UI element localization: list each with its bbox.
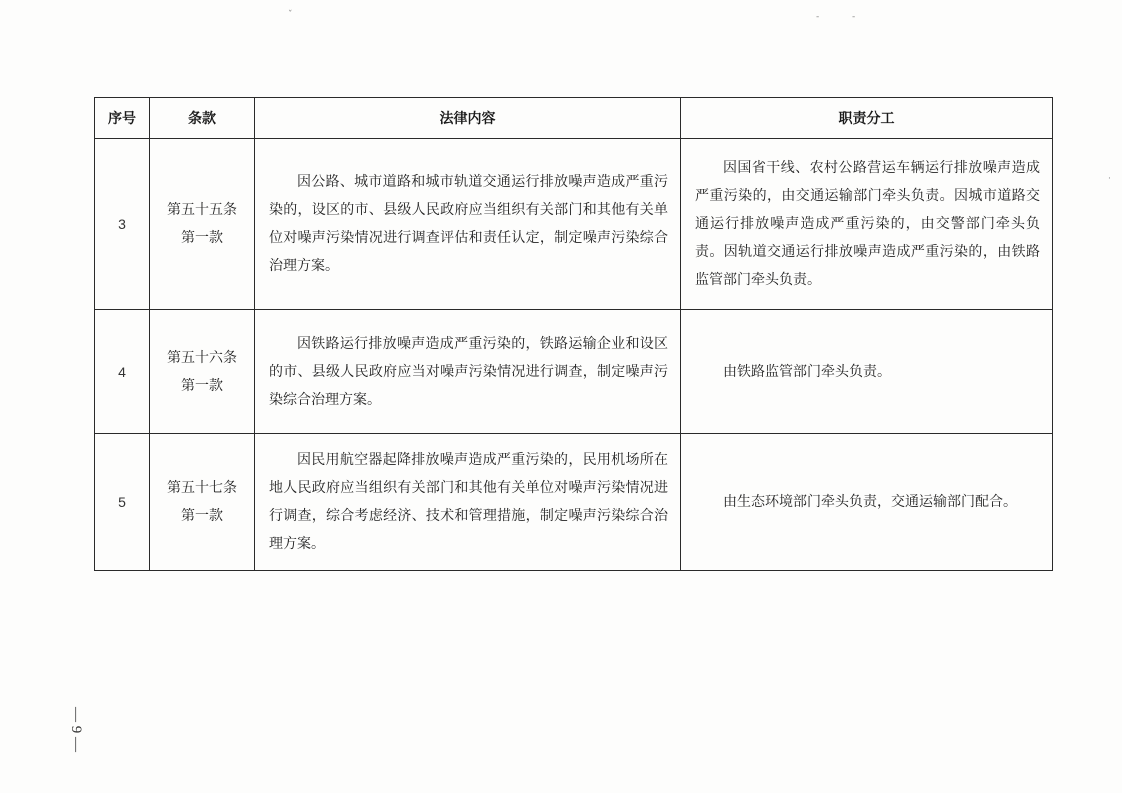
scan-speck: - xyxy=(816,12,820,22)
header-clause: 条款 xyxy=(150,98,255,139)
header-seq: 序号 xyxy=(95,98,150,139)
clause-article: 第五十五条 xyxy=(167,202,237,218)
clause-article: 第五十六条 xyxy=(167,349,237,366)
clause-paragraph: 第一款 xyxy=(181,508,223,524)
row-law-content: 因公路、城市道路和城市轨道交通运行排放噪声造成严重污染的，设区的市、县级人民政府应当组织有关部门和其他有关单位对噪声污染情况进行调查评估和责任认定，制定噪声污染综合治理方案。 xyxy=(255,139,681,310)
row-law-content: 因铁路运行排放噪声造成严重污染的，铁路运输企业和设区的市、县级人民政府应当对噪声污染情况进行调查，制定噪声污染综合治理方案。 xyxy=(255,310,681,434)
clause-paragraph: 第一款 xyxy=(181,377,223,394)
row-duty-division: 因国省干线、农村公路营运车辆运行排放噪声造成严重污染的，由交通运输部门牵头负责。因城市道路交通运行排放噪声造成严重污染的，由交警部门牵头负责。因轨道交通运行排放噪声造成严重污染的，由铁路监管部门牵头负责。 xyxy=(681,139,1053,310)
scan-speck: ˇ xyxy=(288,10,293,20)
clause-paragraph: 第一款 xyxy=(181,230,223,246)
clause-article: 第五十七条 xyxy=(167,480,237,496)
row-duty-division: 由生态环境部门牵头负责，交通运输部门配合。 xyxy=(681,434,1053,571)
table-header-row xyxy=(95,98,1053,139)
row-clause xyxy=(150,139,255,310)
table-row xyxy=(95,139,1053,310)
header-law-content: 法律内容 xyxy=(255,98,681,139)
scan-speck: · xyxy=(1108,174,1111,184)
header-duty-division: 职责分工 xyxy=(681,98,1053,139)
row-seq: 4 xyxy=(95,310,150,434)
row-seq: 3 xyxy=(95,139,150,310)
responsibility-table xyxy=(94,97,1053,571)
row-clause xyxy=(150,310,255,434)
table-row xyxy=(95,310,1053,434)
scan-speck: - xyxy=(852,12,856,22)
row-seq: 5 xyxy=(95,434,150,571)
page-number: — 9 — xyxy=(68,707,84,752)
row-law-content: 因民用航空器起降排放噪声造成严重污染的，民用机场所在地人民政府应当组织有关部门和其他有关单位对噪声污染情况进行调查，综合考虑经济、技术和管理措施，制定噪声污染综合治理方案。 xyxy=(255,434,681,571)
row-clause xyxy=(150,434,255,571)
row-duty-division: 由铁路监管部门牵头负责。 xyxy=(681,310,1053,434)
table-row xyxy=(95,434,1053,571)
